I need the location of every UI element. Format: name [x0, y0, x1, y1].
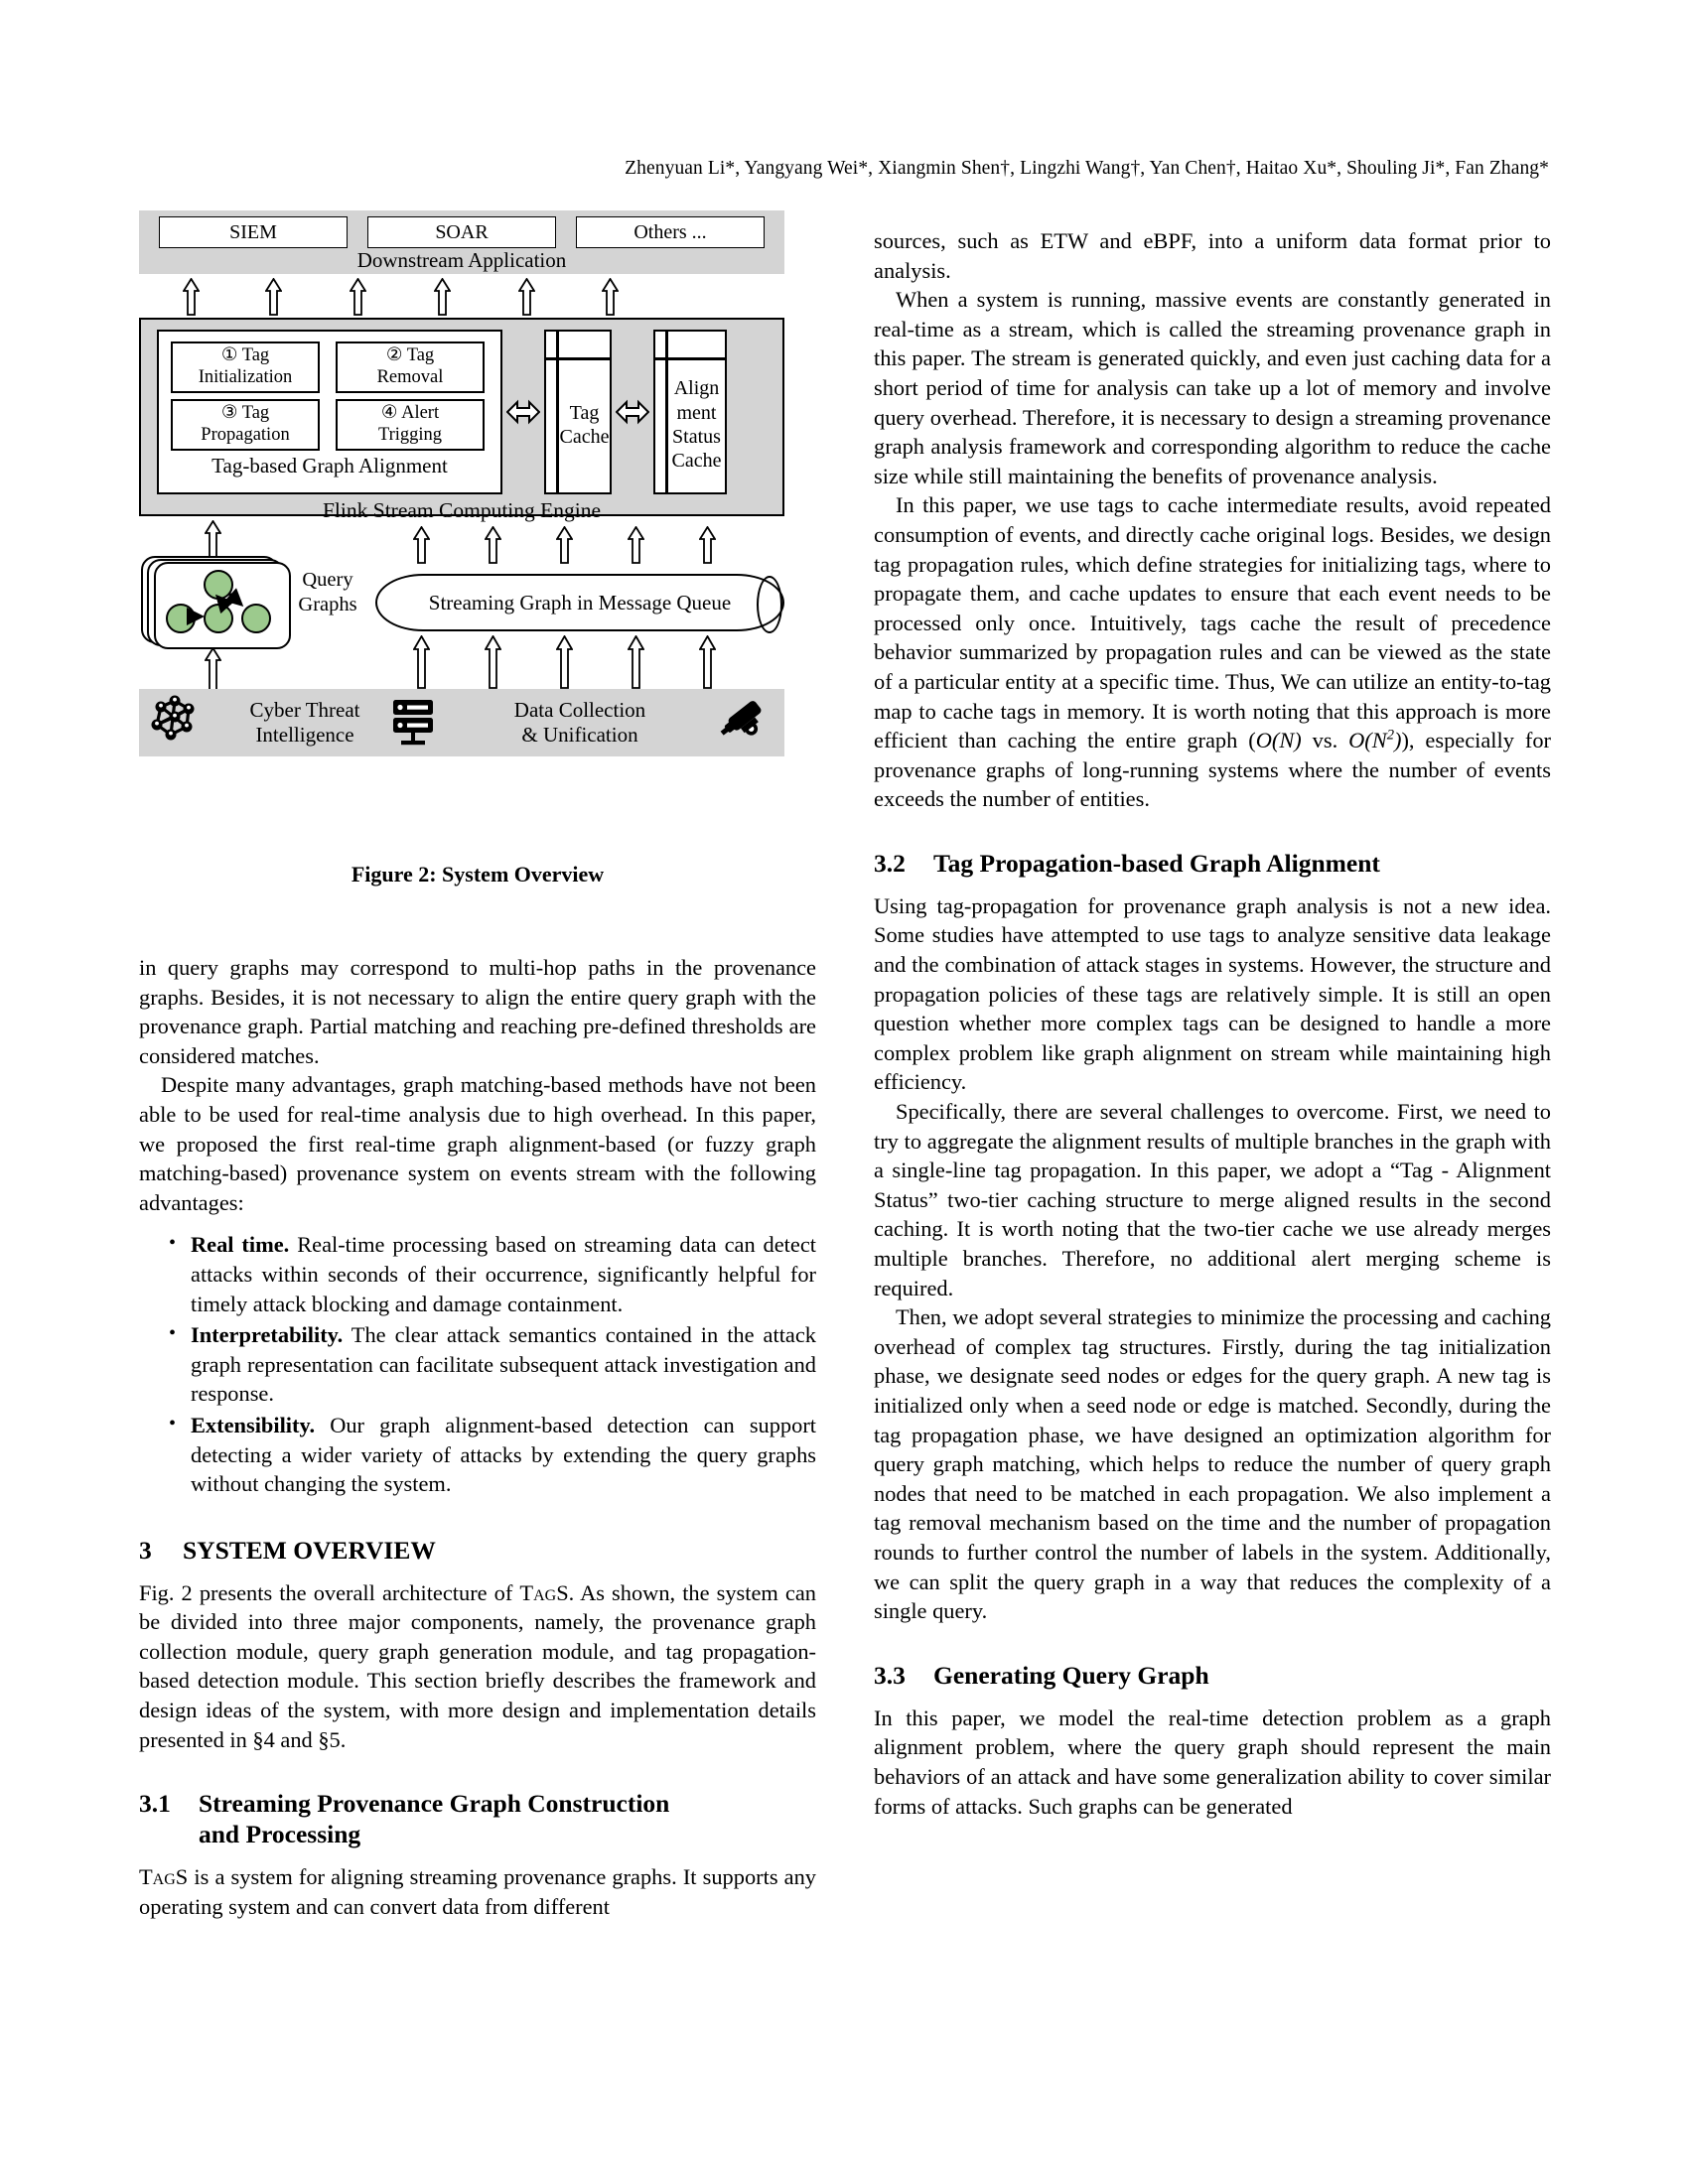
paragraph-part: vs. — [1301, 728, 1349, 753]
system-name: TagS — [139, 1864, 189, 1890]
section-heading-3-2 — [874, 848, 1551, 879]
flow-arrow-up — [183, 278, 200, 316]
downstream-app-label: Others ... — [633, 220, 707, 243]
flow-arrow-up — [265, 278, 282, 316]
server-icon — [387, 692, 443, 753]
list-item-text: Our graph alignment-based detection can support detecting a wider variety of attacks by extending the query graphs without changing the system. — [191, 1412, 816, 1497]
query-graph-edges — [156, 564, 289, 647]
section-heading-3-1 — [139, 1788, 816, 1849]
downstream-app-others[interactable] — [576, 216, 765, 248]
section-title: SYSTEM OVERVIEW — [183, 1535, 436, 1565]
section-title: Generating Query Graph — [933, 1660, 1209, 1690]
source-cyber-threat-intelligence — [139, 689, 407, 756]
module-label-line1: ① Tag — [220, 345, 270, 366]
paragraph: in query graphs may correspond to multi-hop paths in the provenance graphs. Besides, it is not necessary to align the entire query graph with the provenance graph. Partial matching and reaching pre-defined thresholds are considered matches. — [139, 955, 816, 1068]
flow-arrow-up — [556, 635, 573, 689]
paragraph-part: Fig. 2 presents the overall architecture of — [139, 1579, 520, 1605]
tag-cache-cylinder — [544, 330, 612, 494]
query-graphs-stack — [141, 556, 290, 651]
section-title: Tag Propagation-based Graph Alignment — [933, 848, 1380, 878]
module-tag-initialization[interactable] — [171, 341, 320, 393]
paragraph: Using tag-propagation for provenance graph analysis is not a new idea. Some studies have attempted to use tags to analyze sensitive data leakage and the combination of attack stages in systems. However, the structure and propagation policies of these tags are relatively simple. It is still an open question whether more complex tags can be designed to handle a more complex problem like graph alignment on stream while maintaining high efficiency. — [874, 892, 1551, 1095]
paragraph — [139, 1862, 816, 1921]
tag-cache-label — [559, 357, 610, 492]
flow-arrow-up — [556, 526, 573, 564]
bidirectional-arrow — [506, 399, 540, 425]
flow-arrow-up — [699, 526, 716, 564]
paragraph: Specifically, there are several challenges to overcome. First, we need to try to aggregate the alignment results of multiple branches in the graph with a single-line tag propagation. In this paper, we adopt a “Tag - Alignment Status” two-tier caching structure to merge aligned results in the second caching. It is worth noting that the two-tier cache we use already merges multiple branches. Therefore, no additional alert merging scheme is required. — [874, 1099, 1551, 1300]
flow-arrow-up — [699, 635, 716, 689]
alignment-status-cache-label — [668, 357, 725, 492]
section-number: 3.1 — [139, 1789, 171, 1819]
module-label-line2: Propagation — [201, 425, 290, 445]
source-data-collection — [375, 689, 784, 756]
section-number: 3.3 — [874, 1660, 906, 1690]
paragraph-part: is a system for aligning streaming provenance graphs. It supports any operating system and can convert data from different — [139, 1864, 816, 1919]
cylinder-endcap — [757, 576, 782, 633]
flow-arrow-up — [518, 278, 535, 316]
paragraph: sources, such as ETW and eBPF, into a uniform data format prior to analysis. — [874, 228, 1551, 283]
paragraph: Then, we adopt several strategies to minimize the processing and caching overhead of complex tag structures. Firstly, during the tag initialization phase, we designate seed nodes or edges for the query graph. A new tag is initialized only when a seed node or edge is matched. Secondly, during the tag propagation phase, we have designed an optimization algorithm for query graph matching, which helps to reduce the number of query graph nodes that need to be matched in each propagation. We also implement a tag removal mechanism based on the time and the number of propagation rounds to further control the number of labels in the system. Additionally, we can split the query graph in a way that reduces the complexity of a single query. — [874, 1304, 1551, 1624]
cti-label-line1: Cyber Threat — [249, 697, 360, 722]
flow-arrow-up — [485, 526, 501, 564]
module-label-line2: Trigging — [377, 425, 443, 445]
paragraph-part: ), especially for provenance graphs of long-running systems where the number of events exceeds the number of entities. — [874, 728, 1551, 812]
alignment-status-cache-cylinder — [653, 330, 727, 494]
data-collection-label — [443, 698, 717, 748]
author-list: Zhenyuan Li*, Yangyang Wei*, Xiangmin Shen†, Lingzhi Wang†, Yan Chen†, Haitao Xu*, Shouling Ji*, Fan Zhang* — [625, 158, 1549, 179]
system-name: TagS — [519, 1579, 569, 1605]
section-title-line2: and Processing — [199, 1820, 361, 1849]
list-item-text: The clear attack semantics contained in the attack graph representation can facilitate subsequent attack investigation and response. — [191, 1322, 816, 1407]
cache-label-line: Tag — [569, 401, 600, 424]
flow-arrow-up — [628, 526, 644, 564]
math-complexity-quadratic: $O(N^2)$ — [1348, 727, 1402, 753]
downstream-app-soar[interactable] — [367, 216, 556, 248]
paragraph — [874, 490, 1551, 814]
list-item — [169, 1411, 816, 1499]
module-label-line2: Removal — [376, 367, 444, 387]
flow-arrow-up-cti — [205, 647, 221, 691]
flow-arrow-up — [413, 526, 430, 564]
math-complexity-linear: O(N) — [1255, 728, 1302, 753]
right-column — [874, 226, 1551, 1821]
flow-arrow-up — [602, 278, 619, 316]
cti-label-line2: Intelligence — [255, 723, 354, 747]
section-number: 3.2 — [874, 848, 906, 878]
list-item-term: Extensibility. — [191, 1412, 316, 1437]
paragraph: When a system is running, massive events are constantly generated in real-time as a stream, which is called the streaming provenance graph in this paper. The stream is generated quickly, and even just caching data for a short period of time for analysis can take up a lot of memory and involve query overhead. Therefore, it is necessary to design a streaming provenance graph analysis framework and corresponding algorithm to reduce the cache size while still maintaining the benefits of provenance analysis. — [874, 287, 1551, 488]
section-title-line1: Streaming Provenance Graph Construction — [199, 1789, 670, 1819]
section-heading-3 — [139, 1535, 816, 1566]
paragraph: Despite many advantages, graph matching-based methods have not been able to be used for real-time analysis due to high overhead. In this paper, we proposed the first real-time graph alignment-based (or fuzzy graph matching-based) provenance system on events stream with the following advantages: — [139, 1072, 816, 1215]
list-item — [169, 1320, 816, 1409]
module-label-line1: ④ Alert — [380, 403, 440, 424]
sensor-camera-icon — [717, 690, 776, 755]
left-column — [139, 953, 816, 1921]
cache-label-line: Cache — [671, 450, 722, 473]
flow-arrow-up — [434, 278, 451, 316]
paragraph: In this paper, we model the real-time detection problem as a graph alignment problem, where the query graph should represent the main behaviors of an attack and have some generalization ability to cover similar forms of attacks. Such graphs can be generated — [874, 1705, 1551, 1819]
query-graphs-label — [290, 568, 365, 616]
cache-label-line: Cache — [559, 426, 610, 448]
downstream-app-label: SOAR — [435, 220, 489, 243]
running-header — [139, 157, 1549, 180]
paragraph — [139, 1578, 816, 1755]
advantages-list — [139, 1230, 816, 1498]
cache-label-line: ment — [676, 401, 717, 424]
module-tag-propagation[interactable] — [171, 399, 320, 451]
downstream-app-label: SIEM — [229, 220, 277, 243]
list-item — [169, 1230, 816, 1318]
module-label-line1: ③ Tag — [220, 403, 270, 424]
downstream-app-siem[interactable] — [159, 216, 348, 248]
cache-label-line: Status — [672, 426, 721, 448]
paragraph-part: In this paper, we use tags to cache intermediate results, avoid repeated consumption of events, and directly cache original logs. Besides, we design tag propagation rules, which define strategies for initializing tags, where to propagate them, and cache updates to ensure that each event needs to be processed only once. Intuitively, tags cache the result of precedence behavior summarized by propagation rules and can be viewed as the state of a particular entity at a specific time. Thus, We can utilize an entity-to-tag map to cache tags in memory. It is worth noting that this approach is more efficient than caching the entire graph ( — [874, 492, 1551, 753]
graph-network-icon — [145, 691, 203, 754]
figure-caption: Figure 2: System Overview — [351, 862, 605, 887]
flow-arrow-up — [628, 635, 644, 689]
bidirectional-arrow — [616, 399, 649, 425]
query-graph-card-front — [154, 562, 291, 649]
query-graphs-label-line1: Query — [302, 569, 353, 591]
list-item-text: Real-time processing based on streaming data can detect attacks within seconds of their occurrence, significantly helpful for timely attack blocking and damage containment. — [191, 1232, 816, 1316]
message-queue-label: Streaming Graph in Message Queue — [428, 590, 732, 614]
flow-arrow-up — [350, 278, 366, 316]
module-tag-removal[interactable] — [336, 341, 485, 393]
flink-engine-label: Flink Stream Computing Engine — [322, 498, 602, 522]
downstream-application-label: Downstream Application — [356, 248, 567, 272]
module-label-line1: ② Tag — [385, 345, 435, 366]
section-heading-3-3 — [874, 1660, 1551, 1691]
message-queue-cylinder — [375, 574, 784, 631]
tag-based-graph-alignment-label: Tag-based Graph Alignment — [211, 454, 448, 478]
flow-arrow-up — [485, 635, 501, 689]
section-number: 3 — [139, 1535, 152, 1565]
query-graphs-label-line2: Graphs — [298, 593, 357, 615]
module-label-line2: Initialization — [198, 367, 293, 387]
cache-label-line: Align — [673, 377, 720, 400]
paragraph-part: . As shown, the system can be divided into three major components, namely, the provenance graph collection module, query graph generation module, and tag propagation-based detection module. This section briefly describes the framework and design ideas of the system, with more design and implementation details presented in §4 and §5. — [139, 1579, 816, 1752]
list-item-term: Interpretability. — [191, 1322, 344, 1348]
data-collection-label-line2: & Unification — [521, 723, 638, 747]
figure-system-overview — [139, 210, 816, 905]
module-alert-trigging[interactable] — [336, 399, 485, 451]
flow-arrow-up — [413, 635, 430, 689]
list-item-term: Real time. — [191, 1232, 290, 1258]
data-collection-label-line1: Data Collection — [513, 697, 646, 722]
